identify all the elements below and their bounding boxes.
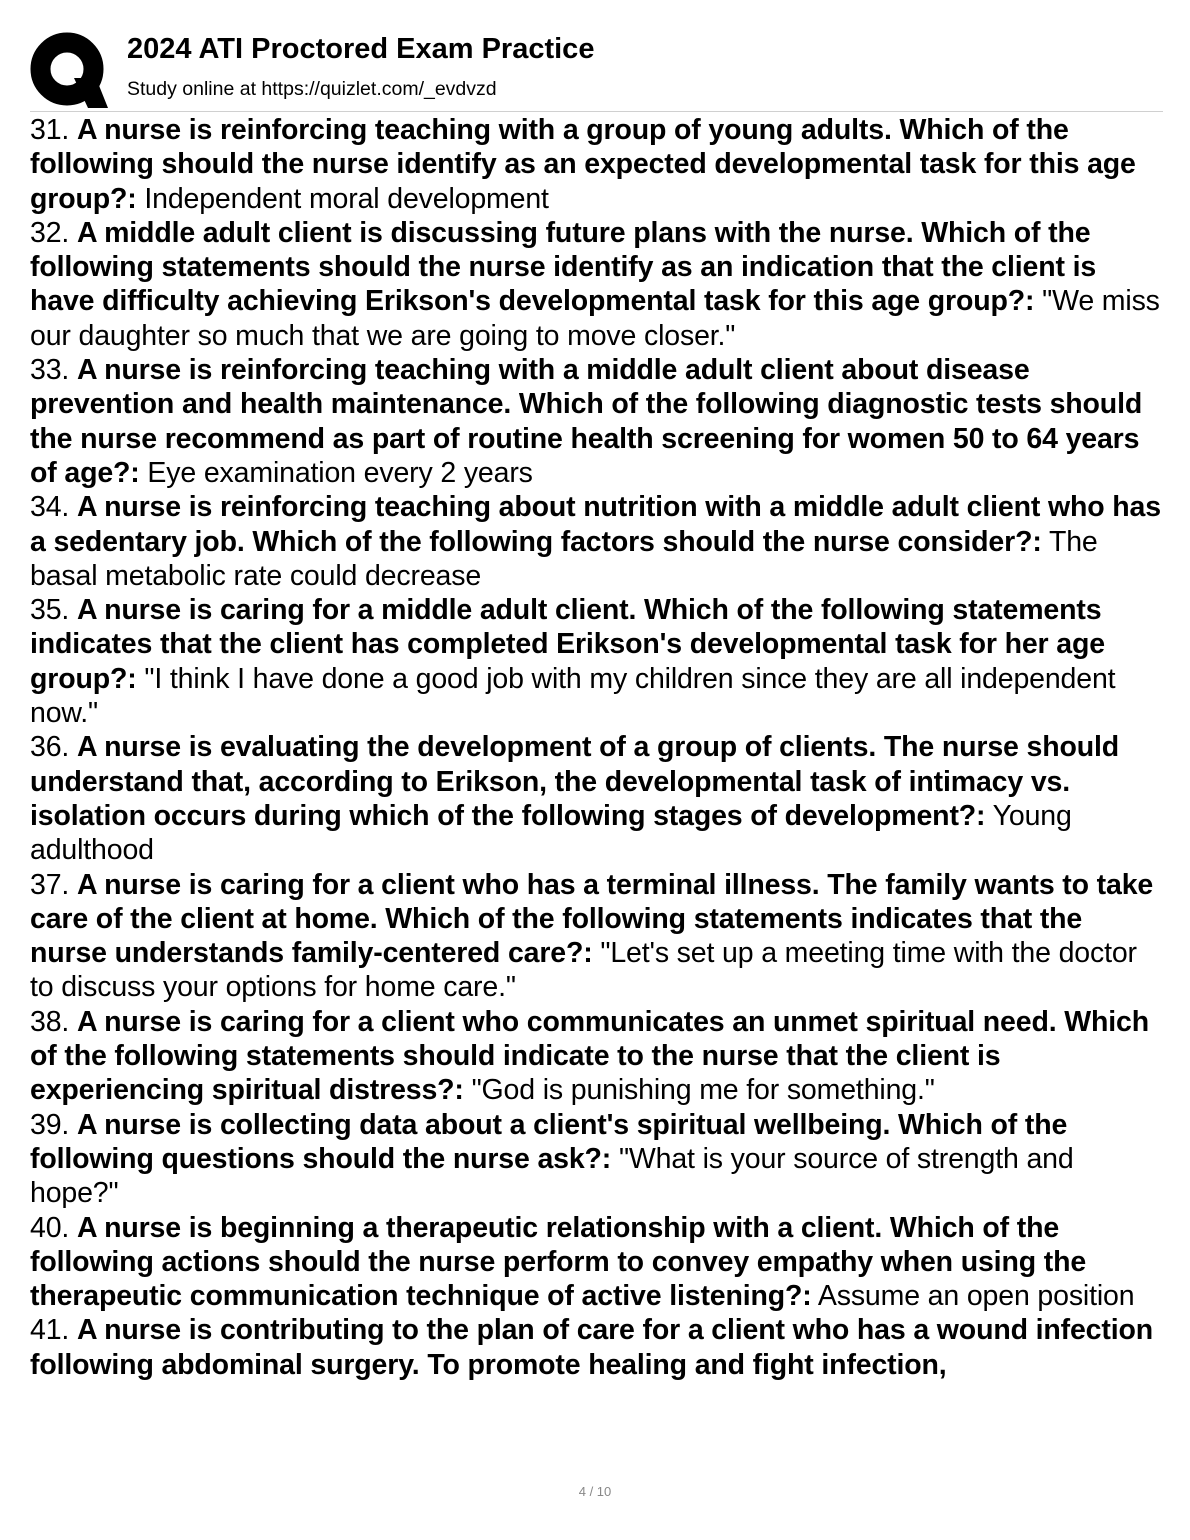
- qa-item: [30, 216, 1165, 353]
- qa-item: [30, 113, 1165, 216]
- question-number: 35.: [30, 594, 70, 627]
- question-text: A nurse is reinforcing teaching with a middle adult client about disease prevention and health maintenance. Which of the following diagnostic tests should the nurse recommend as part of routine health screening for women 50 to 64 years of age?:: [30, 354, 1143, 489]
- question-text: A nurse is caring for a client who communicates an unmet spiritual need. Which of the following statements should indicate to the nurse that the client is experiencing spiritual distress?:: [30, 1005, 1149, 1107]
- qa-item: [30, 353, 1165, 490]
- quizlet-logo-icon: [30, 32, 108, 108]
- question-text: A nurse is beginning a therapeutic relationship with a client. Which of the following actions should the nurse perform to convey empathy when using the therapeutic communication technique of active listening?:: [30, 1211, 1087, 1313]
- answer-text: The basal metabolic rate could decrease: [30, 525, 1098, 592]
- answer-text: "God is punishing me for something.": [471, 1074, 935, 1107]
- qa-item: [30, 1211, 1165, 1314]
- qa-item: [30, 730, 1165, 867]
- answer-text: Eye examination every 2 years: [147, 456, 533, 489]
- answer-text: "Let's set up a meeting time with the doctor to discuss your options for home care.": [30, 937, 1137, 1004]
- header-divider: [30, 111, 1163, 112]
- question-list: [30, 113, 1165, 1382]
- question-number: 39.: [30, 1108, 70, 1141]
- question-text: A nurse is reinforcing teaching about nutrition with a middle adult client who has a sedentary job. Which of the following factors should the nurse consider?:: [30, 491, 1161, 558]
- qa-item: [30, 490, 1165, 593]
- question-text: A nurse is caring for a middle adult client. Which of the following statements indicates that the client has completed Erikson's developmental task for her age group?:: [30, 594, 1105, 695]
- qa-item: [30, 868, 1165, 1005]
- page-number: 4 / 10: [578, 1484, 612, 1499]
- header: [30, 28, 1165, 112]
- answer-text: Assume an open position: [817, 1280, 1135, 1313]
- question-text: A nurse is reinforcing teaching with a group of young adults. Which of the following should the nurse identify as an expected developmental task for this age group?:: [30, 114, 1136, 215]
- question-text: A nurse is evaluating the development of a group of clients. The nurse should understand that, according to Erikson, the developmental task of intimacy vs. isolation occurs during which of the following stages of development?:: [30, 731, 1119, 832]
- qa-item: [30, 593, 1165, 730]
- qa-item: [30, 1108, 1165, 1211]
- question-number: 33.: [30, 354, 70, 387]
- answer-text: "I think I have done a good job with my children since they are all independent now.": [30, 662, 1116, 730]
- qa-item: [30, 1313, 1165, 1382]
- question-text: A nurse is collecting data about a client's spiritual wellbeing. Which of the following questions should the nurse ask?:: [30, 1108, 1068, 1175]
- question-number: 31.: [30, 114, 70, 146]
- qa-item: [30, 1005, 1165, 1108]
- answer-text: "We miss our daughter so much that we are going to move closer.": [30, 285, 1160, 352]
- question-text: A nurse is contributing to the plan of care for a client who has a wound infection following abdominal surgery. To promote healing and fight infection,: [30, 1314, 1154, 1381]
- question-number: 32.: [30, 216, 70, 249]
- question-number: 36.: [30, 731, 70, 764]
- answer-text: Independent moral development: [144, 182, 549, 215]
- answer-text: Young adulthood: [30, 799, 1072, 867]
- question-text: A middle adult client is discussing future plans with the nurse. Which of the following statements should the nurse identify as an indication that the client is have difficulty achieving Erikson's developmental task for this age group?:: [30, 216, 1097, 318]
- question-number: 41.: [30, 1314, 70, 1347]
- question-text: A nurse is caring for a client who has a terminal illness. The family wants to take care of the client at home. Which of the following statements indicates that the nurse understands family-centered care?:: [30, 868, 1154, 970]
- question-number: 34.: [30, 491, 70, 524]
- study-link[interactable]: Study online at https://quizlet.com/_evdvzd: [127, 78, 497, 100]
- question-number: 38.: [30, 1005, 70, 1038]
- question-number: 37.: [30, 868, 70, 901]
- question-number: 40.: [30, 1211, 70, 1244]
- answer-text: "What is your source of strength and hope?": [30, 1142, 1074, 1210]
- page-title: 2024 ATI Proctored Exam Practice: [127, 33, 595, 65]
